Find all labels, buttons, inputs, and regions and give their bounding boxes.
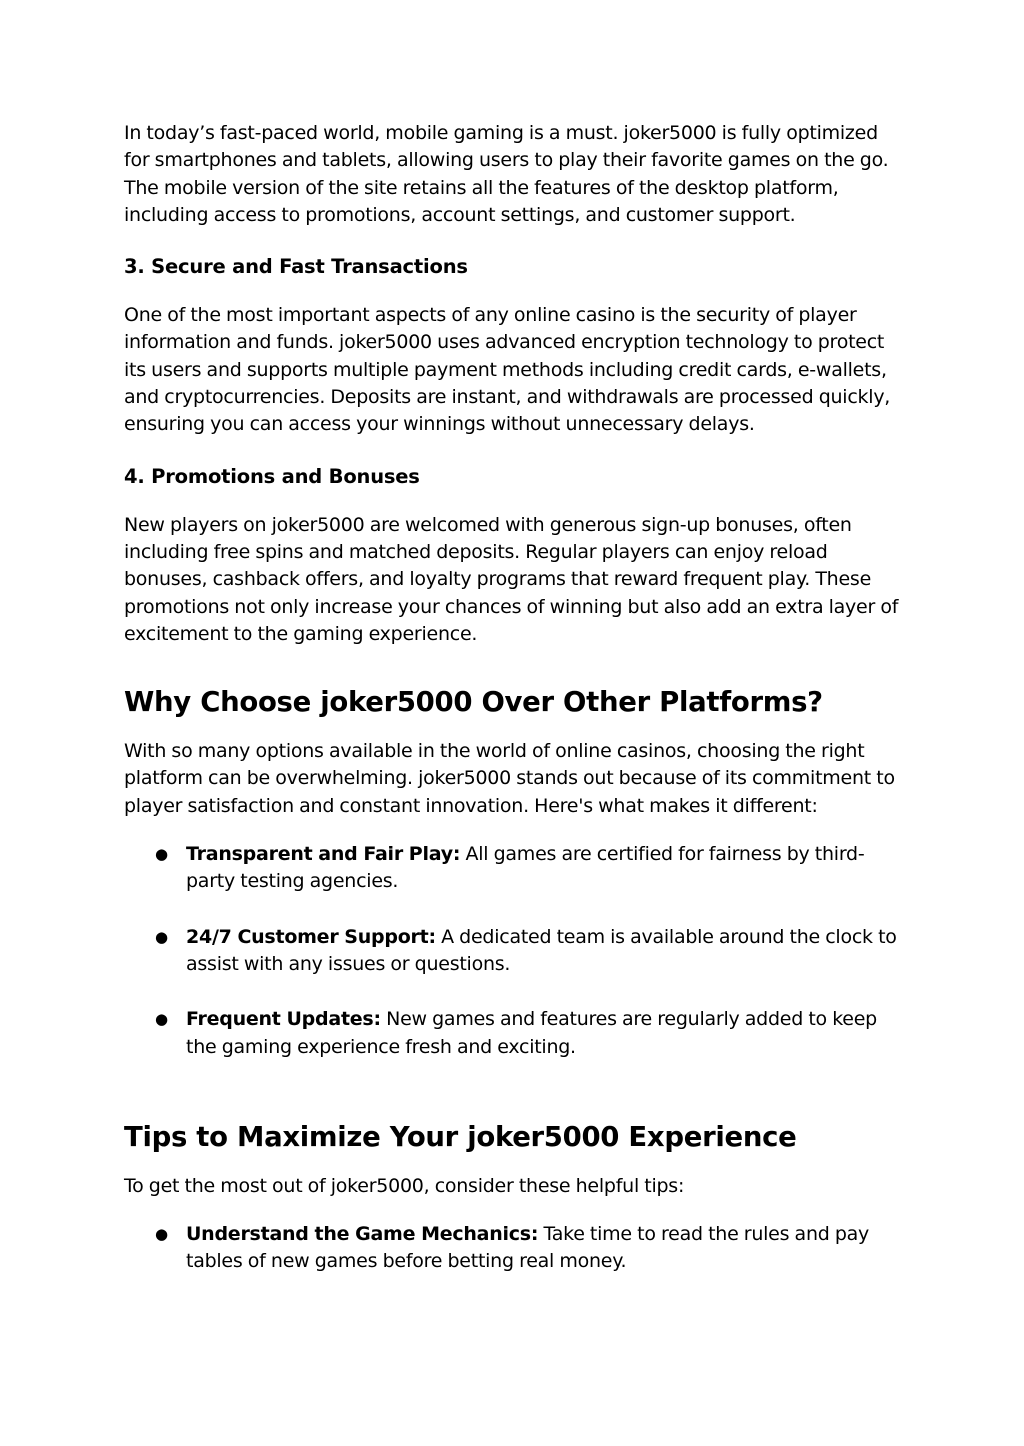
list-item <box>124 1221 904 1276</box>
why-choose-list <box>124 841 904 1061</box>
list-item-title: Transparent and Fair Play: <box>186 843 461 866</box>
bullet-icon: ● <box>155 927 168 946</box>
list-item <box>124 924 904 979</box>
list-item-text: All games are certified for fairness by third-party testing agencies. <box>186 843 865 893</box>
paragraph-tips: To get the most out of joker5000, consider these helpful tips: <box>124 1174 685 1197</box>
bullet-icon: ● <box>155 1010 168 1029</box>
heading-secure-transactions: 3. Secure and Fast Transactions <box>124 255 468 279</box>
list-item-title: Understand the Game Mechanics: <box>186 1223 539 1246</box>
bullet-icon: ● <box>155 845 168 864</box>
list-item-title: 24/7 Customer Support: <box>186 925 436 948</box>
list-item <box>124 841 904 896</box>
list-item <box>124 1006 904 1061</box>
paragraph-promotions-bonuses: New players on joker5000 are welcomed with generous sign-up bonuses, often including free spins and matched deposits. Regular players can enjoy reload bonuses, cashback offers, and loyalty programs that reward frequent play. These promotions not only increase your chances of winning but also add an extra layer of excitement to the gaming experience. <box>124 513 899 645</box>
paragraph-why-choose: With so many options available in the world of online casinos, choosing the right platform can be overwhelming. joker5000 stands out because of its commitment to player satisfaction and constant innovation. Here's what makes it different: <box>124 740 895 817</box>
paragraph-mobile-gaming: In today’s fast-paced world, mobile gaming is a must. joker5000 is fully optimized for smartphones and tablets, allowing users to play their favorite games on the go. The mobile version of the site retains all the features of the desktop platform, including access to promotions, account settings, and customer support. <box>124 122 889 226</box>
heading-tips: Tips to Maximize Your joker5000 Experience <box>124 1120 797 1153</box>
heading-why-choose: Why Choose joker5000 Over Other Platforms? <box>124 686 823 719</box>
list-item-title: Frequent Updates: <box>186 1008 381 1031</box>
list-item-text: A dedicated team is available around the clock to assist with any issues or questions. <box>186 925 897 975</box>
list-item-text: Take time to read the rules and pay tables of new games before betting real money. <box>186 1223 870 1273</box>
bullet-icon: ● <box>155 1225 168 1244</box>
tips-list <box>124 1221 904 1276</box>
paragraph-secure-transactions: One of the most important aspects of any online casino is the security of player information and funds. joker5000 uses advanced encryption technology to protect its users and supports multiple payment methods including credit cards, e-wallets, and cryptocurrencies. Deposits are instant, and withdrawals are processed quickly, ensuring you can access your winnings without unnecessary delays. <box>124 304 891 436</box>
list-item-text: New games and features are regularly added to keep the gaming experience fresh and exciting. <box>186 1008 877 1058</box>
heading-promotions-bonuses: 4. Promotions and Bonuses <box>124 464 420 488</box>
document-page <box>124 120 904 1276</box>
